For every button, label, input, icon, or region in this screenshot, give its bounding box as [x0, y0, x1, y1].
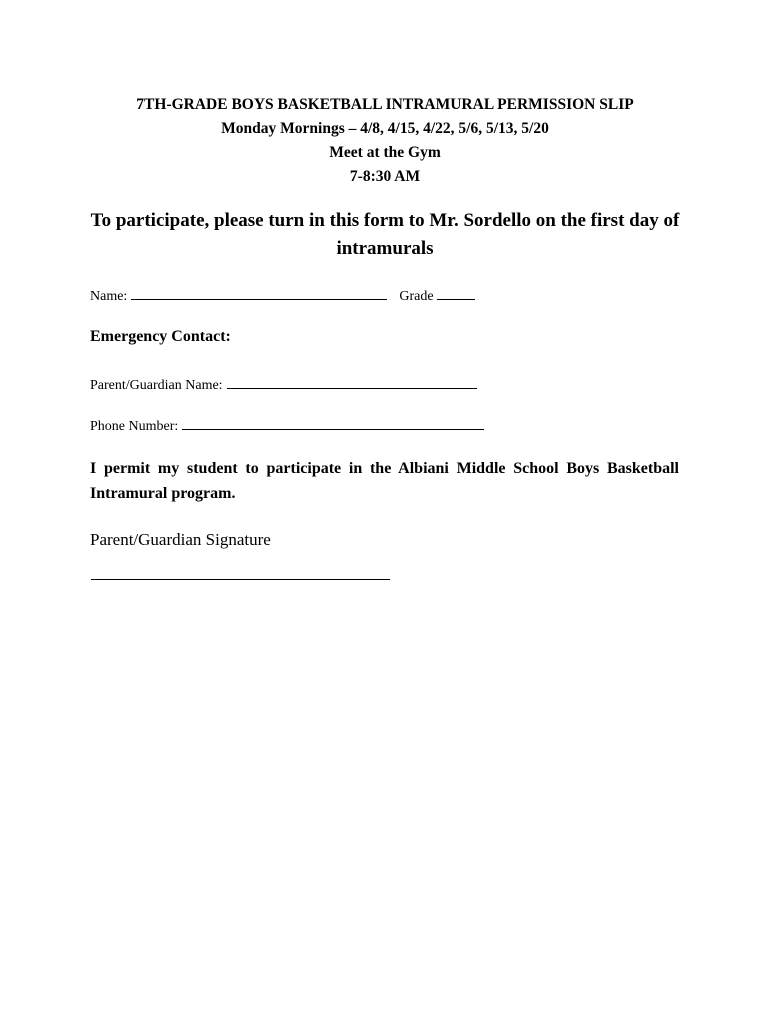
- signature-label: Parent/Guardian Signature: [90, 530, 271, 549]
- guardian-name-label: Parent/Guardian Name:: [90, 378, 223, 393]
- name-label: Name:: [90, 289, 128, 304]
- guardian-name-blank-line[interactable]: [227, 375, 477, 389]
- permission-statement: I permit my student to participate in the Albiani Middle School Boys Basketball Intramural program.: [90, 460, 679, 502]
- emergency-contact-heading: Emergency Contact:: [90, 328, 231, 345]
- phone-number-blank-line[interactable]: [182, 416, 484, 430]
- name-blank-line[interactable]: [131, 286, 387, 300]
- return-instruction: To participate, please turn in this form to Mr. Sordello on the first day of intramurals: [90, 210, 680, 259]
- name-grade-row: [90, 286, 475, 305]
- phone-number-label: Phone Number:: [90, 419, 179, 434]
- phone-number-row: [90, 416, 484, 435]
- grade-label: Grade: [399, 289, 434, 304]
- meeting-time: 7-8:30 AM: [349, 168, 421, 185]
- signature-blank-line[interactable]: [91, 579, 390, 580]
- meeting-location: Meet at the Gym: [329, 144, 441, 161]
- guardian-name-row: [90, 375, 477, 394]
- grade-blank-line[interactable]: [437, 286, 475, 300]
- schedule-dates: Monday Mornings – 4/8, 4/15, 4/22, 5/6, 5/13, 5/20: [221, 120, 549, 137]
- slip-header: [0, 93, 770, 189]
- slip-title: 7TH-GRADE BOYS BASKETBALL INTRAMURAL PERMISSION SLIP: [136, 96, 634, 113]
